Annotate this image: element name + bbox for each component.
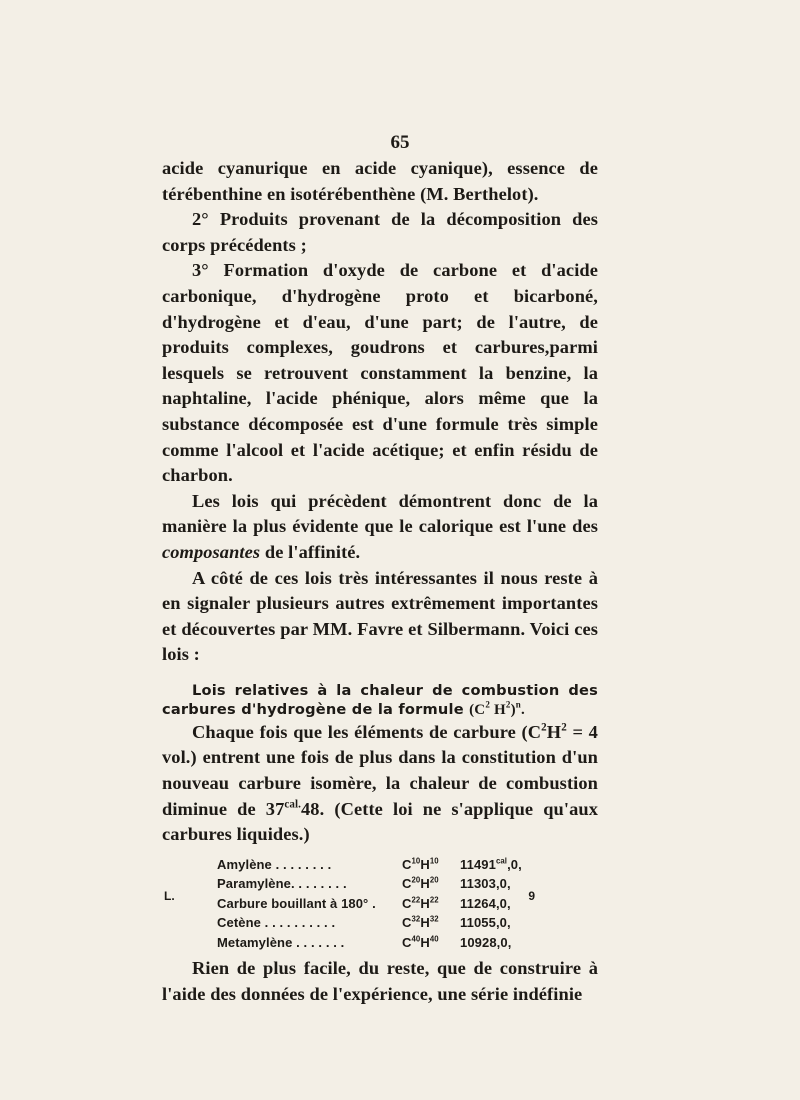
table-row [217, 894, 522, 914]
combustion-heat: 11055,0, [460, 915, 511, 931]
page-body [162, 156, 598, 1008]
carbure-formula: $C^{20}H^{20}$ [402, 875, 439, 892]
table-row [217, 855, 522, 875]
paragraph-2: 2° Produits provenant de la décomposition des corps précédents ; [162, 209, 598, 255]
paragraph-4 [162, 489, 598, 566]
paragraph-4-end: de l'affinité. [264, 541, 361, 562]
table-row [217, 933, 522, 953]
carbure-formula: $C^{32}H^{32}$ [402, 914, 439, 931]
combustion-heat: $11491^{cal},0$, [460, 856, 522, 872]
table-row [217, 874, 522, 894]
carbure-formula: $C^{10}H^{10}$ [402, 856, 439, 872]
carbure-formula: $C^{40}H^{40}$ [402, 934, 439, 950]
paragraph-3: 3° Formation d'oxyde de carbone et d'acide carbonique, d'hydrogène proto et bicarboné, d'hydrogène et d'eau, d'une part; de l'autre, de produits complexes, goudrons et carbures,parmi lesquels se retrouvent constamment la benzine, la naphtaline, l'acide phénique, alors même que la substance décomposée est d'une formule très simple comme l'alcool et l'acide acétique; et enfin résidu de charbon. [162, 260, 598, 486]
page-number: 65 [390, 132, 410, 153]
carbure-name: Paramylène. . . . . . . . [217, 876, 347, 892]
heading-formula: ($C^2$ $H^2)^n$. [469, 699, 525, 718]
sheet-number: 9 [528, 889, 535, 903]
table-row [217, 913, 522, 933]
signature-mark: L. [164, 889, 175, 903]
paragraph-1: acide cyanurique en acide cyanique), essence de térébenthine en isotérébenthène (M. Berthelot). [162, 158, 598, 204]
combustion-heat: 10928,0, [460, 934, 512, 950]
carbure-formula: $C^{22}H^{22}$ [402, 895, 439, 911]
section-heading [162, 681, 598, 720]
rule-paragraph: Chaque fois que les éléments de carbure ($C^2H^2 = 4$ vol.) entrent une fois de plus dans la constitution d'un nouveau carbure isomère, la chaleur de combustion diminue de $37^{cal.}48$. (Cette loi ne s'applique qu'aux carbures liquides.) [162, 721, 598, 845]
paragraph-5: A côté de ces lois très intéressantes il nous reste à en signaler plusieurs autres extrêmement importantes et découvertes par MM. Favre et Silbermann. Voici ces lois : [162, 567, 598, 665]
carbure-name: Cetène . . . . . . . . . . [217, 915, 336, 931]
carbure-name: Amylène . . . . . . . . [217, 856, 332, 872]
carbure-name: Metamylène . . . . . . . [217, 934, 345, 950]
carbure-name: Carbure bouillant à 180° . [217, 895, 376, 911]
heat-table [217, 855, 522, 953]
paragraph-4-text: Les lois qui précèdent démontrent donc de la manière la plus évidente que le calorique est l'une des [162, 490, 598, 537]
emphasis-composantes: composantes [162, 541, 261, 562]
section-heading-text: Lois relatives à la chaleur de combustion des carbures d'hydrogène de la formule [162, 681, 598, 718]
combustion-heat: 11303,0, [460, 876, 511, 892]
combustion-heat: 11264,0, [460, 895, 511, 911]
paragraph-6: Rien de plus facile, du reste, que de construire à l'aide des données de l'expérience, une série indéfinie [162, 958, 598, 1004]
